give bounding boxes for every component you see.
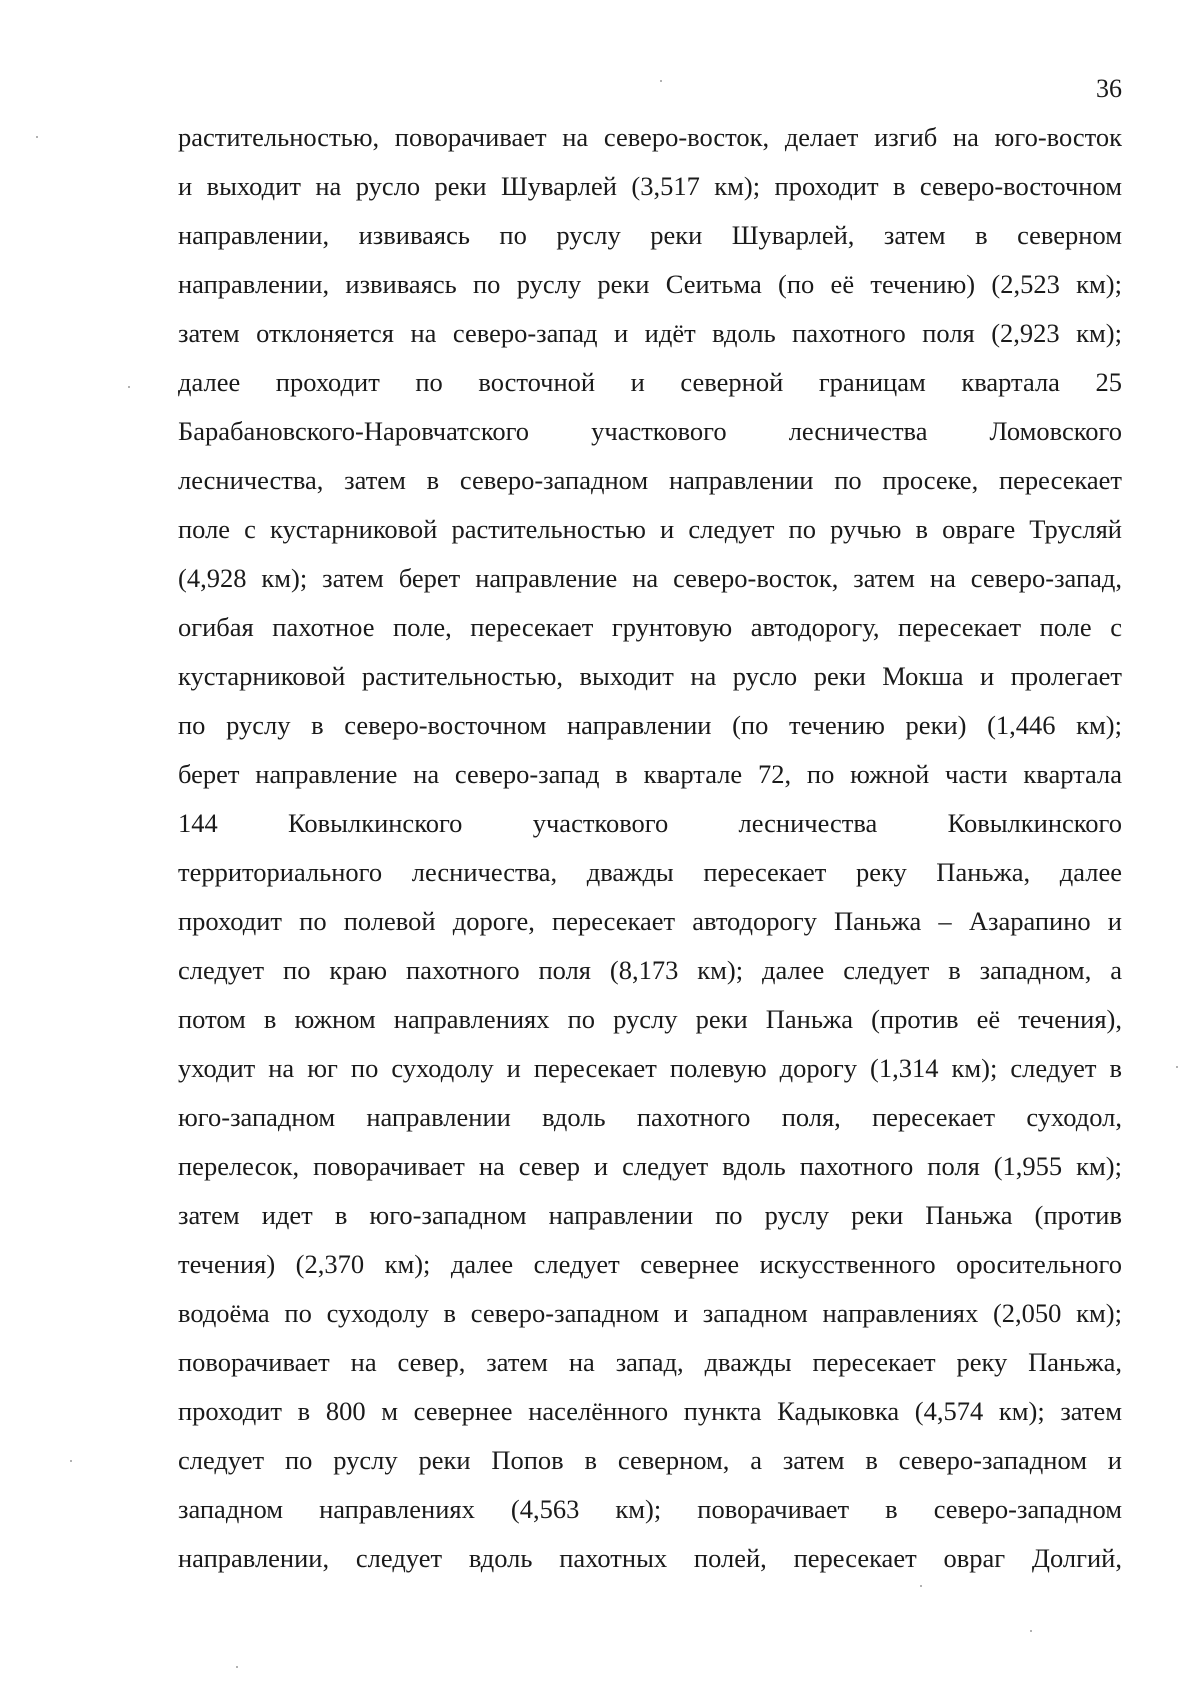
text-line: направлении, следует вдоль пахотных полей, пересекает овраг Долгий, xyxy=(178,1543,1122,1573)
text-line: течения) (2,370 км); далее следует севернее искусственного оросительного xyxy=(178,1249,1122,1279)
text-line: следует по краю пахотного поля (8,173 км); далее следует в западном, а xyxy=(178,955,1122,985)
scan-speck xyxy=(1030,1630,1032,1632)
scan-speck xyxy=(36,136,38,138)
text-line: юго-западном направлении вдоль пахотного поля, пересекает суходол, xyxy=(178,1102,1122,1132)
text-line: и выходит на русло реки Шуварлей (3,517 км); проходит в северо-восточном xyxy=(178,171,1122,201)
text-line: поле с кустарниковой растительностью и следует по ручью в овраге Трусляй xyxy=(178,514,1122,544)
text-line: поворачивает на север, затем на запад, дважды пересекает реку Паньжа, xyxy=(178,1347,1122,1377)
scan-speck xyxy=(236,1666,238,1668)
text-line: лесничества, затем в северо-западном направлении по просеке, пересекает xyxy=(178,465,1122,495)
scan-speck xyxy=(70,1460,72,1462)
text-line: проходит по полевой дороге, пересекает автодорогу Паньжа – Азарапино и xyxy=(178,906,1122,936)
scan-speck xyxy=(660,80,662,82)
text-line: Барабановского-Наровчатского участкового лесничества Ломовского xyxy=(178,416,1122,446)
page-number: 36 xyxy=(1096,74,1122,103)
text-line: кустарниковой растительностью, выходит на русло реки Мокша и пролегает xyxy=(178,661,1122,691)
text-line: направлении, извиваясь по руслу реки Сеитьма (по её течению) (2,523 км); xyxy=(178,269,1122,299)
text-line: по руслу в северо-восточном направлении (по течению реки) (1,446 км); xyxy=(178,710,1122,740)
text-line: проходит в 800 м севернее населённого пункта Кадыковка (4,574 км); затем xyxy=(178,1396,1122,1426)
text-line: следует по руслу реки Попов в северном, а затем в северо-западном и xyxy=(178,1445,1122,1475)
text-line: огибая пахотное поле, пересекает грунтовую автодорогу, пересекает поле с xyxy=(178,612,1122,642)
scan-speck xyxy=(1176,1066,1178,1068)
text-line: направлении, извиваясь по руслу реки Шуварлей, затем в северном xyxy=(178,220,1122,250)
text-line: западном направлениях (4,563 км); поворачивает в северо-западном xyxy=(178,1494,1122,1524)
scan-speck xyxy=(128,386,130,388)
text-line: потом в южном направлениях по руслу реки Паньжа (против её течения), xyxy=(178,1004,1122,1034)
text-line: затем отклоняется на северо-запад и идёт вдоль пахотного поля (2,923 км); xyxy=(178,318,1122,348)
text-line: растительностью, поворачивает на северо-восток, делает изгиб на юго-восток xyxy=(178,122,1122,152)
text-line: территориального лесничества, дважды пересекает реку Паньжа, далее xyxy=(178,857,1122,887)
body-text xyxy=(178,113,1122,1583)
text-line: водоёма по суходолу в северо-западном и западном направлениях (2,050 км); xyxy=(178,1298,1122,1328)
scan-speck xyxy=(920,1585,922,1587)
text-line: берет направление на северо-запад в квартале 72, по южной части квартала xyxy=(178,759,1122,789)
text-line: (4,928 км); затем берет направление на северо-восток, затем на северо-запад, xyxy=(178,563,1122,593)
text-line: 144 Ковылкинского участкового лесничества Ковылкинского xyxy=(178,808,1122,838)
text-line: далее проходит по восточной и северной границам квартала 25 xyxy=(178,367,1122,397)
text-line: уходит на юг по суходолу и пересекает полевую дорогу (1,314 км); следует в xyxy=(178,1053,1122,1083)
text-line: затем идет в юго-западном направлении по руслу реки Паньжа (против xyxy=(178,1200,1122,1230)
text-line: перелесок, поворачивает на север и следует вдоль пахотного поля (1,955 км); xyxy=(178,1151,1122,1181)
